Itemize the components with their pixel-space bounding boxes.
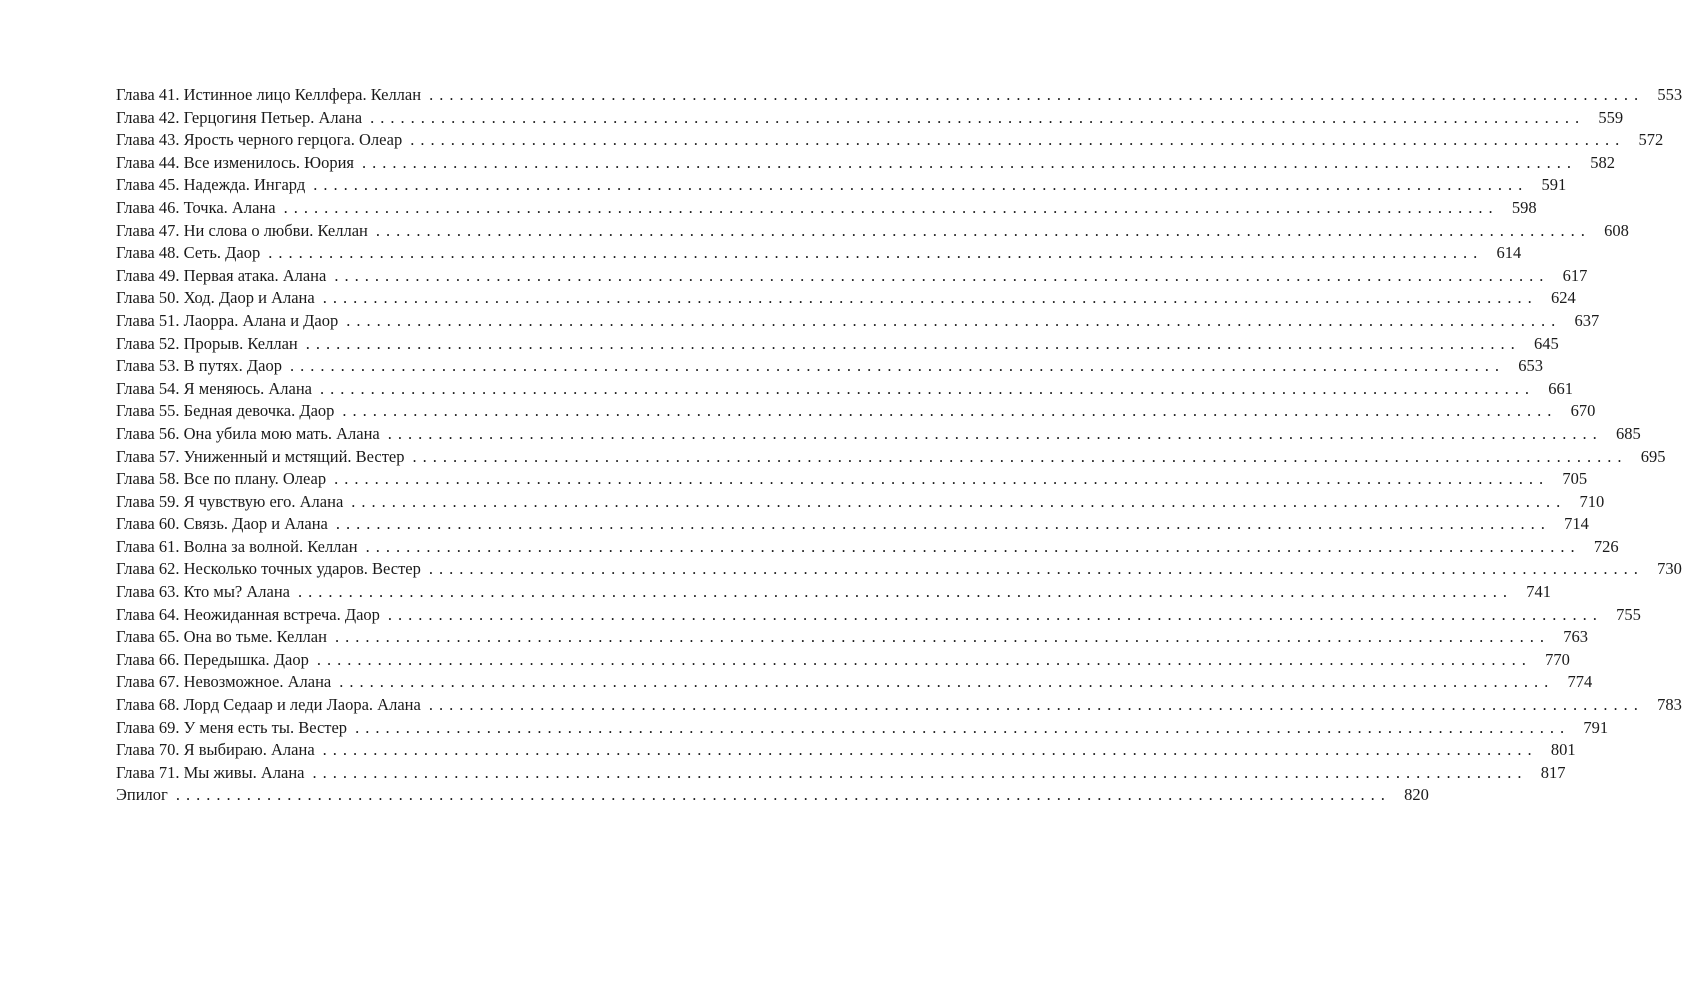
toc-entry: [116, 604, 1641, 627]
toc-dot-leader: ........................................................................................................................: [355, 717, 1571, 737]
toc-dot-leader: ........................................................................................................................: [365, 536, 1581, 556]
toc-dot-leader: ........................................................................................................................: [428, 559, 1644, 579]
toc-entry-title: Глава 44. Все изменилось. Юория: [116, 152, 355, 172]
toc-entry: [116, 107, 1624, 130]
toc-entry-page-number: 572: [1638, 130, 1664, 150]
toc-entry: [116, 784, 1429, 807]
toc-entry-title: Глава 47. Ни слова о любви. Келлан: [116, 220, 368, 240]
toc-dot-leader: ........................................................................................................................: [322, 288, 1538, 308]
toc-entry-title: Глава 71. Мы живы. Алана: [116, 762, 305, 782]
toc-entry-title: Глава 63. Кто мы? Алана: [116, 582, 290, 602]
toc-entry-title: Глава 64. Неожиданная встреча. Даор: [116, 604, 380, 624]
toc-entry-title: Глава 70. Я выбираю. Алана: [116, 740, 315, 760]
toc-dot-leader: ........................................................................................................................: [290, 356, 1505, 376]
toc-entry: [116, 197, 1537, 220]
toc-entry: [116, 446, 1666, 469]
toc-entry-title: Глава 59. Я чувствую его. Алана: [116, 491, 344, 511]
toc-dot-leader: ........................................................................................................................: [428, 695, 1644, 715]
toc-entry: [116, 333, 1559, 356]
toc-entry: [116, 400, 1596, 423]
toc-entry-page-number: 637: [1574, 310, 1600, 330]
toc-entry-page-number: 582: [1590, 152, 1616, 172]
toc-entry-page-number: 710: [1579, 491, 1605, 511]
toc-entry: [116, 265, 1588, 288]
toc-dot-leader: ........................................................................................................................: [334, 265, 1550, 285]
toc-entry-title: Глава 45. Надежда. Ингард: [116, 175, 306, 195]
toc-dot-leader: ........................................................................................................................: [429, 85, 1645, 104]
toc-entry-title: Глава 54. Я меняюсь. Алана: [116, 378, 312, 398]
toc-entry: [116, 649, 1570, 672]
toc-entry-page-number: 645: [1534, 333, 1559, 353]
toc-entry-title: Глава 48. Сеть. Даор: [116, 243, 261, 263]
toc-entry-title: Глава 55. Бедная девочка. Даор: [116, 401, 335, 421]
toc-dot-leader: ........................................................................................................................: [313, 175, 1529, 195]
toc-dot-leader: ........................................................................................................................: [305, 333, 1521, 353]
toc-entry-title: Глава 46. Точка. Алана: [116, 197, 276, 217]
toc-entry-title: Глава 42. Герцогиня Петьер. Алана: [116, 107, 363, 127]
toc-entry: [116, 468, 1588, 491]
toc-entry-title: Глава 43. Ярость черного герцога. Олеар: [116, 130, 403, 150]
toc-entry: [116, 491, 1605, 514]
toc-entry-title: Глава 67. Невозможное. Алана: [116, 672, 332, 692]
toc-entry: [116, 287, 1576, 310]
toc-entry-title: Эпилог: [116, 785, 168, 805]
toc-entry-page-number: 714: [1564, 514, 1589, 534]
toc-entry-page-number: 598: [1511, 197, 1537, 217]
toc-entry: [116, 152, 1616, 175]
toc-entry-page-number: 741: [1526, 582, 1551, 602]
toc-entry-page-number: 653: [1518, 356, 1543, 376]
toc-entry-page-number: 705: [1562, 469, 1588, 489]
toc-entry-page-number: 755: [1616, 604, 1641, 624]
toc-dot-leader: ........................................................................................................................: [316, 649, 1532, 669]
toc-entry-title: Глава 69. У меня есть ты. Вестер: [116, 717, 348, 737]
toc-entry: [116, 423, 1641, 446]
toc-entry-page-number: 670: [1570, 401, 1596, 421]
toc-dot-leader: ........................................................................................................................: [412, 446, 1628, 466]
toc-entry-page-number: 591: [1541, 175, 1567, 195]
toc-entry-page-number: 608: [1604, 220, 1629, 240]
toc-dot-leader: ........................................................................................................................: [335, 514, 1551, 534]
toc-entry-page-number: 614: [1496, 243, 1522, 263]
toc-entry-title: Глава 49. Первая атака. Алана: [116, 265, 327, 285]
toc-dot-leader: ........................................................................................................................: [312, 762, 1528, 782]
toc-entry: [116, 694, 1682, 717]
toc-entry: [116, 129, 1664, 152]
toc-dot-leader: ........................................................................................................................: [370, 107, 1586, 127]
toc-dot-leader: ........................................................................................................................: [339, 672, 1555, 692]
toc-dot-leader: ........................................................................................................................: [342, 401, 1558, 421]
toc-entry: [116, 513, 1589, 536]
toc-dot-leader: ........................................................................................................................: [175, 785, 1391, 805]
toc-dot-leader: ........................................................................................................................: [322, 740, 1538, 760]
toc-dot-leader: ........................................................................................................................: [375, 220, 1591, 240]
toc-dot-leader: ........................................................................................................................: [334, 469, 1550, 489]
toc-entry-title: Глава 58. Все по плану. Олеар: [116, 469, 327, 489]
toc-entry-title: Глава 56. Она убила мою мать. Алана: [116, 423, 380, 443]
toc-entry-page-number: 661: [1548, 378, 1573, 398]
toc-entry-title: Глава 66. Передышка. Даор: [116, 649, 309, 669]
toc-entry-page-number: 817: [1540, 762, 1566, 782]
toc-entry: [116, 310, 1600, 333]
toc-entry-page-number: 695: [1640, 446, 1666, 466]
toc-entry-title: Глава 53. В путях. Даор: [116, 356, 282, 376]
toc-entry-page-number: 726: [1593, 536, 1619, 556]
toc-entry: [116, 378, 1573, 401]
toc-entry-title: Глава 50. Ход. Даор и Алана: [116, 288, 315, 308]
toc-dot-leader: ........................................................................................................................: [351, 491, 1567, 511]
toc-entry: [116, 558, 1682, 581]
toc-dot-leader: ........................................................................................................................: [410, 130, 1626, 150]
toc-entry-page-number: 553: [1657, 85, 1682, 104]
toc-dot-leader: ........................................................................................................................: [283, 197, 1499, 217]
table-of-contents: [116, 84, 1682, 807]
toc-entry-page-number: 820: [1404, 785, 1429, 805]
toc-entry-page-number: 559: [1598, 107, 1624, 127]
toc-entry: [116, 355, 1543, 378]
toc-entry: [116, 626, 1588, 649]
toc-entry: [116, 762, 1566, 785]
toc-dot-leader: ........................................................................................................................: [387, 423, 1603, 443]
toc-entry: [116, 242, 1522, 265]
toc-entry-title: Глава 65. Она во тьме. Келлан: [116, 627, 327, 647]
toc-entry: [116, 739, 1576, 762]
toc-entry-page-number: 763: [1563, 627, 1588, 647]
toc-entry-page-number: 783: [1657, 695, 1682, 715]
toc-dot-leader: ........................................................................................................................: [297, 582, 1513, 602]
toc-entry-title: Глава 68. Лорд Седаар и леди Лаора. Алана: [116, 695, 421, 715]
toc-entry-page-number: 801: [1550, 740, 1576, 760]
toc-entry-title: Глава 51. Лаорра. Алана и Даор: [116, 310, 339, 330]
toc-entry-title: Глава 62. Несколько точных ударов. Вестер: [116, 559, 421, 579]
toc-dot-leader: ........................................................................................................................: [387, 604, 1603, 624]
toc-entry: [116, 84, 1682, 107]
toc-entry-page-number: 791: [1583, 717, 1609, 737]
toc-entry-title: Глава 60. Связь. Даор и Алана: [116, 514, 328, 534]
toc-entry-title: Глава 61. Волна за волной. Келлан: [116, 536, 358, 556]
toc-entry-title: Глава 52. Прорыв. Келлан: [116, 333, 298, 353]
toc-entry: [116, 671, 1593, 694]
toc-entry: [116, 220, 1629, 243]
toc-entry: [116, 174, 1567, 197]
toc-entry-page-number: 685: [1616, 423, 1641, 443]
toc-entry: [116, 717, 1609, 740]
toc-entry-title: Глава 41. Истинное лицо Келлфера. Келлан: [116, 85, 422, 104]
toc-dot-leader: ........................................................................................................................: [320, 378, 1535, 398]
toc-entry-page-number: 624: [1550, 288, 1576, 308]
toc-entry-page-number: 770: [1545, 649, 1570, 669]
toc-entry-page-number: 730: [1657, 559, 1682, 579]
toc-entry-title: Глава 57. Униженный и мстящий. Вестер: [116, 446, 405, 466]
toc-dot-leader: ........................................................................................................................: [362, 152, 1578, 172]
toc-entry: [116, 581, 1551, 604]
toc-dot-leader: ........................................................................................................................: [334, 627, 1550, 647]
toc-entry-page-number: 617: [1562, 265, 1588, 285]
toc-dot-leader: ........................................................................................................................: [268, 243, 1484, 263]
toc-entry-page-number: 774: [1567, 672, 1593, 692]
toc-entry: [116, 536, 1619, 559]
toc-dot-leader: ........................................................................................................................: [346, 310, 1562, 330]
